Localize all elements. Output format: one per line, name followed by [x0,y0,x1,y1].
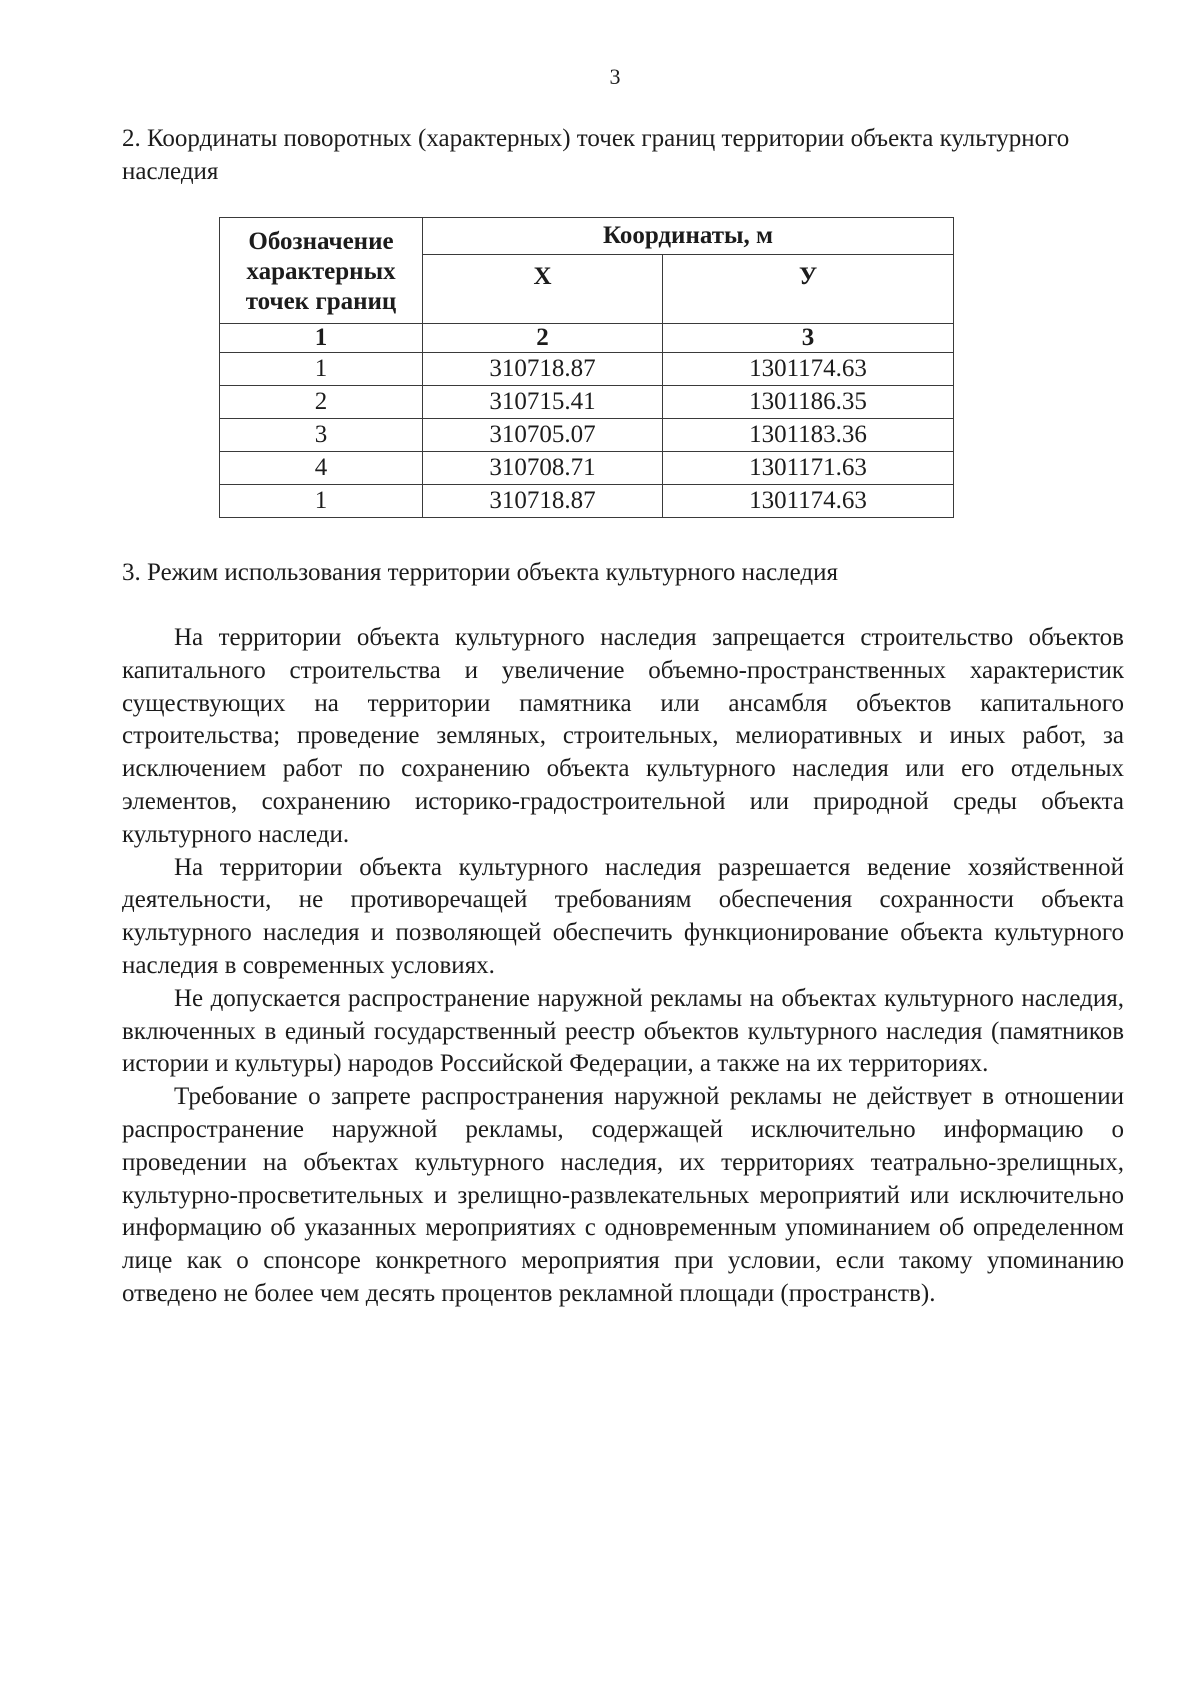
paragraph-advertising-exception: Требование о запрете распространения наружной рекламы не действует в отношении распространение наружной рекламы, содержащей исключительно информацию о проведении на объектах культурного наследия, их территориях театрально-зрелищных, культурно-просветительных и зрелищно-развлекательных мероприятий или исключительно информацию об указанных мероприятиях с одновременным упоминанием об определенном лице как о спонсоре конкретного мероприятия при условии, если такому упоминанию отведено не более чем десять процентов рекламной площади (пространств). [122,1083,1124,1307]
table-row [220,419,954,452]
section-2-heading: 2. Координаты поворотных (характерных) точек границ территории объекта культурного наследия [122,125,1070,185]
table-row [220,353,954,386]
paragraph-permitted-activity: На территории объекта культурного наследия разрешается ведение хозяйственной деятельности, не противоречащей требованиям обеспечения сохранности объекта культурного наследия и позволяющей обеспечить функционирование объекта культурного наследия в современных условиях. [122,853,1124,979]
point-cell: 2 [220,386,423,419]
table-row [220,386,954,419]
section-3-heading: 3. Режим использования территории объекта культурного наследия [122,559,839,586]
x-cell: 310715.41 [423,386,663,419]
x-cell: 310718.87 [423,353,663,386]
page-number: 3 [609,64,621,89]
x-cell: 310708.71 [423,452,663,485]
point-cell: 1 [220,353,423,386]
y-cell: 1301171.63 [663,452,954,485]
y-cell: 1301183.36 [663,419,954,452]
header-point-designation: Обозначение характерных точек границ [220,218,423,324]
point-cell: 3 [220,419,423,452]
column-number: 1 [220,324,423,353]
x-cell: 310718.87 [423,485,663,518]
column-number: 2 [423,324,663,353]
y-cell: 1301174.63 [663,353,954,386]
header-coordinates: Координаты, м [423,218,954,255]
header-y: У [663,255,954,324]
regime-text [122,622,1124,1311]
paragraph-construction-ban: На территории объекта культурного наследия запрещается строительство объектов капитального строительства и увеличение объемно-пространственных характеристик существующих на территории памятника или ансамбля объектов капитального строительства; проведение земляных, строительных, мелиоративных и иных работ, за исключением работ по сохранению объекта культурного наследия или его отдельных элементов, сохранению историко-градостроительной или природной среды объекта культурного наследи. [122,624,1124,848]
table-row [220,485,954,518]
point-cell: 1 [220,485,423,518]
y-cell: 1301174.63 [663,485,954,518]
point-cell: 4 [220,452,423,485]
coordinates-table [219,217,954,518]
y-cell: 1301186.35 [663,386,954,419]
header-x: Х [423,255,663,324]
table-row [220,452,954,485]
x-cell: 310705.07 [423,419,663,452]
paragraph-advertising-ban: Не допускается распространение наружной рекламы на объектах культурного наследия, включенных в единый государственный реестр объектов культурного наследия (памятников истории и культуры) народов Российской Федерации, а также на их территориях. [122,984,1124,1078]
column-number: 3 [663,324,954,353]
